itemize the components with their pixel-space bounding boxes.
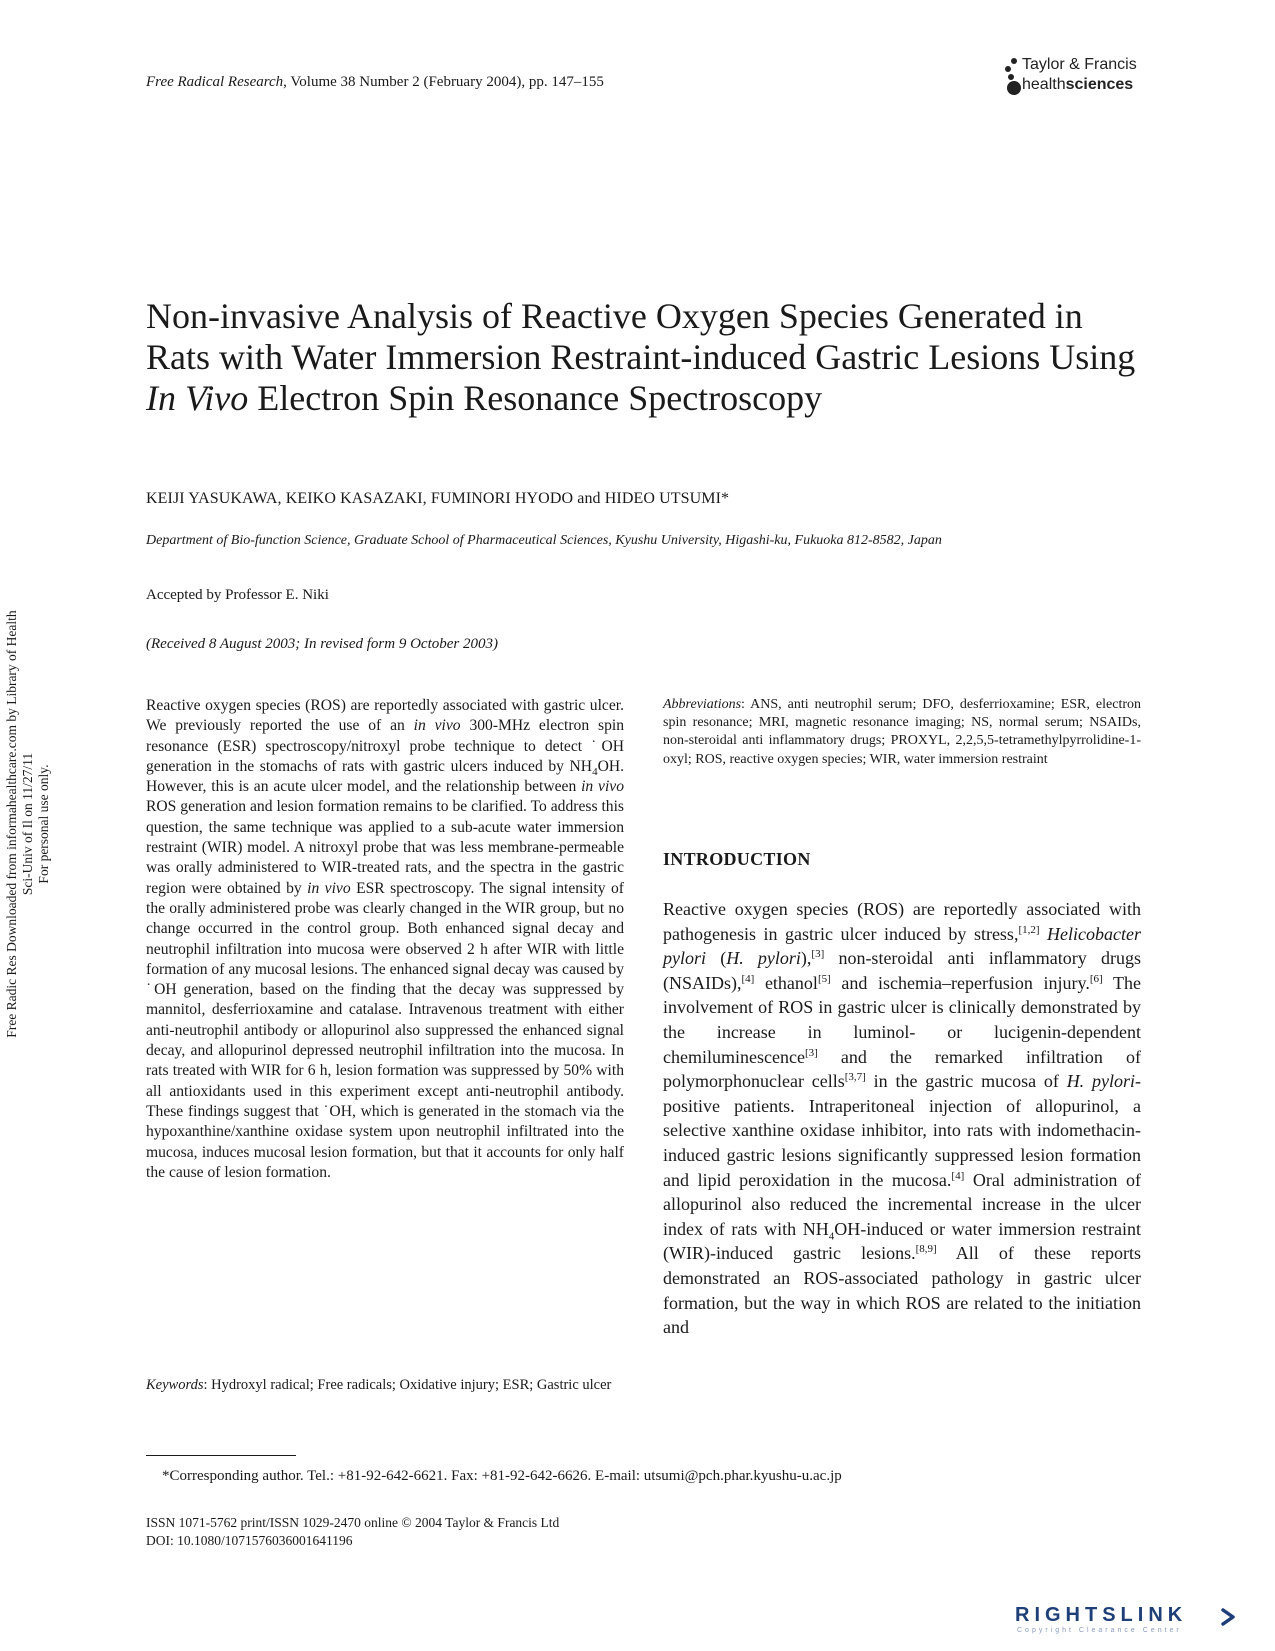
abstract-italic: in vivo — [307, 879, 351, 897]
abstract-text: 300-MHz electron spin resonance (ESR) spectroscopy/nitroxyl probe technique to detect ˙OH generation in the stomachs of rats with gastric ulcers induced by NH — [146, 717, 624, 775]
title-text-italic: In Vivo — [146, 378, 249, 418]
section-heading-introduction: INTRODUCTION — [663, 849, 811, 869]
abstract-italic: in vivo — [581, 778, 625, 796]
intro-text: non-steroidal anti inflammatory drugs (NSAIDs), — [663, 948, 1141, 993]
doi-line[interactable]: DOI: 10.1080/1071576036001641196 — [146, 1533, 353, 1548]
citation-link[interactable]: [3] — [811, 948, 825, 961]
affiliation: Department of Bio-function Science, Graduate School of Pharmaceutical Sciences, Kyushu University, Higashi-ku, Fukuoka 812-8582, Japan — [146, 533, 942, 548]
rightslink-logo[interactable] — [1015, 1604, 1245, 1638]
abbreviations — [663, 696, 1141, 769]
issn-line: ISSN 1071-5762 print/ISSN 1029-2470 online © 2004 Taylor & Francis Ltd — [146, 1515, 560, 1530]
journal-name: Free Radical Research — [146, 74, 284, 90]
citation-link[interactable]: [3,7] — [844, 1071, 866, 1084]
abstract — [146, 696, 624, 1183]
intro-text: -positive patients. Intraperitoneal injection of allopurinol, a selective xanthine oxidase inhibitor, into rats with indomethacin-induced gastric lesions significantly suppressed lesion formation and lipid peroxidation in the mucosa. — [663, 1071, 1141, 1190]
title-text-2: Electron Spin Resonance Spectroscopy — [248, 378, 823, 418]
journal-volume: , Volume 38 Number 2 (February 2004), pp. 147–155 — [283, 74, 604, 90]
abstract-subscript: 4 — [592, 766, 598, 778]
publisher-division-a: health — [1022, 76, 1066, 93]
download-watermark-line2: For personal use only. — [36, 764, 51, 884]
abstract-text: ROS generation and lesion formation remains to be clarified. To address this question, the same technique was applied to a sub-acute water immersion restraint (WIR) model. A nitroxyl probe that was less membrane-permeable was orally administered to WIR-treated rats, and the spectra in the gastric region were obtained by — [146, 798, 624, 897]
citation-link[interactable]: [5] — [817, 972, 831, 985]
title-text-1: Non-invasive Analysis of Reactive Oxygen Species Generated in Rats with Water Immersion Restraint-induced Gastric Lesions Using — [146, 296, 1136, 377]
keywords — [146, 1376, 624, 1395]
intro-text: Oral administration of allopurinol also reduced the incremental increase in the ulcer index of rats with NH — [663, 1169, 1141, 1239]
taylor-francis-dots-icon — [1002, 56, 1022, 96]
abstract-text: Reactive oxygen species (ROS) are reportedly associated with gastric ulcer. We previously reported the use of an — [146, 697, 624, 735]
corresponding-author-footnote: *Corresponding author. Tel.: +81-92-642-6621. Fax: +81-92-642-6626. E-mail: utsumi@pch.phar.kyushu-u.ac.jp — [162, 1468, 842, 1484]
citation-link[interactable]: [4] — [951, 1169, 965, 1182]
rightslink-arrow-icon — [1219, 1606, 1241, 1628]
intro-text: OH-induced or water immersion restraint (WIR)-induced gastric lesions. — [663, 1218, 1141, 1264]
abstract-text: ESR spectroscopy. The signal intensity of the orally administered probe was clearly changed in the WIR group, but no change occurred in the control group. Both enhanced signal decay and neutrophil infiltration into mucosa were observed 2 h after WIR with little formation of any mucosal lesions. The enhanced signal decay was caused by ˙OH generation, based on the finding that the decay was suppressed by mannitol, desferrioxamine and catalase. Intravenous treatment with either anti-neutrophil antibody or allopurinol also suppressed the enhanced signal decay, and allopurinol depressed neutrophil infiltration into the mucosa. In rats treated with WIR for 6 h, lesion formation was suppressed by 50% with all antioxidants used in this experiment except anti-neutrophil antibody. These findings suggest that ˙OH, which is generated in the stomach via the hypoxanthine/xanthine oxidase system upon neutrophil infiltrated into the mucosa, induces mucosal lesion formation, but that it accounts for only half the cause of lesion formation. — [146, 879, 624, 1181]
intro-italic: Helicobacter pylori — [663, 923, 1142, 969]
publisher-division-b: sciences — [1065, 76, 1134, 93]
introduction-body — [663, 897, 1141, 1340]
publisher-name: Taylor & Francis — [1022, 56, 1137, 73]
intro-text: and ischemia–reperfusion injury. — [830, 972, 1090, 993]
intro-subscript: 4 — [828, 1230, 835, 1243]
abbreviations-text: : ANS, anti neutrophil serum; DFO, desferrioxamine; ESR, electron spin resonance; MRI, magnetic resonance imaging; NS, normal serum; NSAIDs, non-steroidal anti inflammatory drugs; PROXYL, 2,2,5,5-tetramethylpyrrolidine-1-oxyl; ROS, reactive oxygen species; WIR, water immersion restraint — [663, 697, 1141, 767]
intro-text: ethanol — [754, 972, 818, 993]
footnote-rule — [146, 1455, 296, 1456]
intro-text: in the gastric mucosa of — [865, 1071, 1067, 1092]
issn-block — [146, 1514, 559, 1550]
intro-text: All of these reports demonstrated an ROS-associated pathology in gastric ulcer formation, but the way in which ROS are related to the initiation and — [663, 1243, 1141, 1338]
intro-italic: H. pylori — [726, 948, 801, 969]
publisher-logo — [1002, 54, 1152, 98]
journal-citation — [146, 74, 604, 91]
publisher-division — [1022, 76, 1133, 94]
intro-text — [1040, 924, 1048, 944]
citation-link[interactable]: [3] — [804, 1046, 818, 1059]
author-list: KEIJI YASUKAWA, KEIKO KASAZAKI, FUMINORI HYODO and HIDEO UTSUMI* — [146, 490, 730, 507]
intro-text: The involvement of ROS in gastric ulcer is clinically demonstrated by the increase in luminol- or lucigenin-dependent chemiluminescence — [663, 972, 1141, 1067]
rightslink-label: RIGHTSLINK — [1015, 1604, 1188, 1626]
citation-link[interactable]: [6] — [1089, 972, 1103, 985]
download-watermark — [4, 604, 52, 1044]
citation-link[interactable]: [1,2] — [1018, 923, 1040, 936]
intro-text: and the remarked infiltration of polymorphonuclear cells — [663, 1046, 1141, 1092]
citation-link[interactable]: [8,9] — [915, 1243, 937, 1256]
abstract-text: OH. However, this is an acute ulcer model, and the relationship between — [146, 757, 624, 796]
download-watermark-line1: Free Radic Res Downloaded from informahealthcare.com by Library of Health Sci-Univ of Il on 11/27/11 — [4, 610, 35, 1038]
intro-text: ( — [706, 948, 727, 969]
abbreviations-label: Abbreviations — [663, 697, 742, 712]
intro-text: Reactive oxygen species (ROS) are reportedly associated with pathogenesis in gastric ulcer induced by stress, — [663, 899, 1141, 944]
accepted-by: Accepted by Professor E. Niki — [146, 587, 329, 603]
rightslink-subtitle: Copyright Clearance Center — [1017, 1627, 1182, 1634]
article-title — [146, 296, 1146, 419]
keywords-text: : Hydroxyl radical; Free radicals; Oxidative injury; ESR; Gastric ulcer — [203, 1377, 612, 1393]
intro-text: ), — [800, 948, 812, 969]
received-dates: (Received 8 August 2003; In revised form 9 October 2003) — [146, 636, 498, 652]
citation-link[interactable]: [4] — [741, 972, 755, 985]
intro-italic: H. pylori — [1066, 1071, 1135, 1092]
abstract-italic: in vivo — [413, 717, 461, 735]
keywords-label: Keywords — [146, 1377, 204, 1393]
